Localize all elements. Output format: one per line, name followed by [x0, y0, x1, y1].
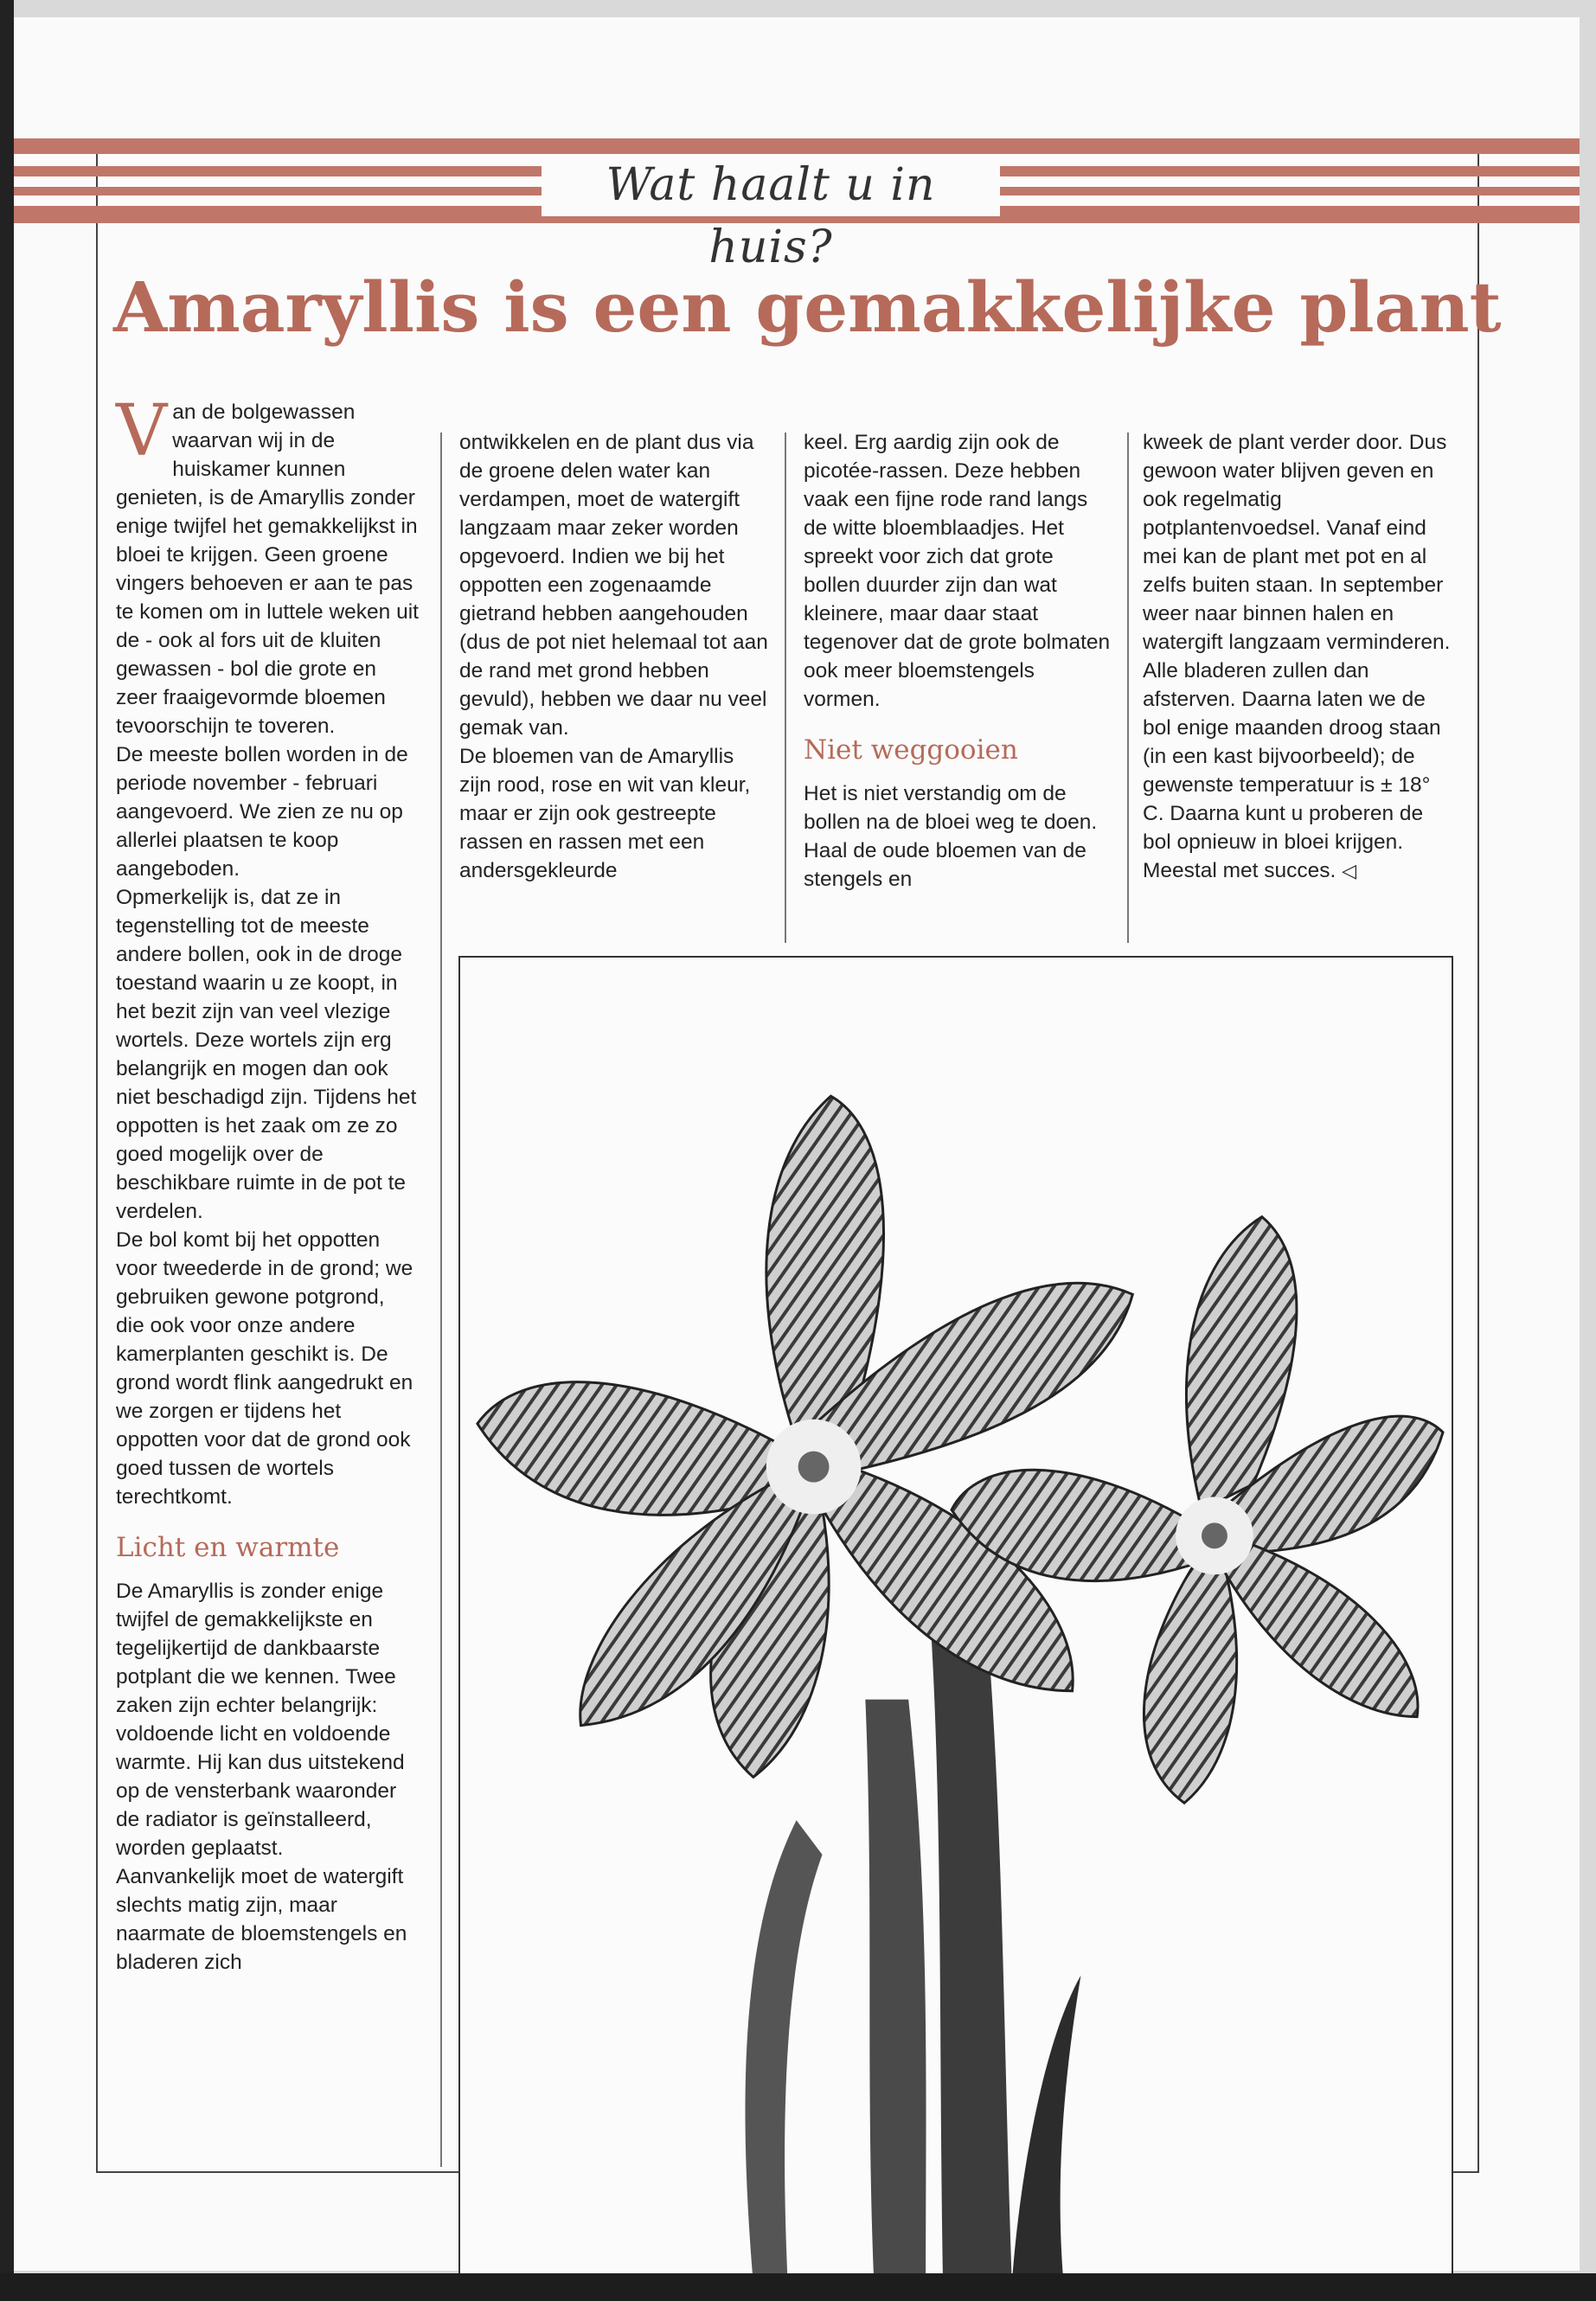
- paragraph: keel. Erg aardig zijn ook de picotée-rassen. Deze hebben vaak een fijne rode rand langs de witte bloemblaadjes. Het spreekt voor zich dat grote bollen duurder zijn dan wat kleinere, maar daar staat tegenover dat de grote bolmaten ook meer bloemstengels vormen.: [804, 431, 1111, 711]
- end-mark: ◁: [1342, 860, 1357, 881]
- intro-paragraph: [116, 390, 419, 740]
- column-rule: [1127, 433, 1129, 943]
- column-rule: [785, 433, 786, 943]
- amaryllis-photo: [458, 956, 1453, 2285]
- flower-stem: [865, 1700, 926, 2284]
- subheading-light-warmth: Licht en warmte: [116, 1532, 340, 1563]
- leaf: [745, 1820, 822, 2283]
- intro-text: an de bolgewassen waarvan wij in de huiskamer kunnen genieten, is de Amaryllis zonder enige twijfel het gemakkelijkst in bloei te krijgen. Geen groene vingers behoeven er aan te pas te komen om in luttele weken uit de - ook al fors uit de kluiten gewassen - bol die grote en zeer fraaigevormde bloemen tevoorschijn te toveren.: [116, 401, 419, 738]
- text-column-4: [1143, 428, 1454, 885]
- paragraph: Het is niet verstandig om de bollen na de bloei weg te doen. Haal de oude bloemen van de stengels en: [804, 782, 1098, 891]
- flower-stem: [930, 1613, 1012, 2283]
- text-column-3: [804, 428, 1111, 894]
- subheading-dont-throw-away: Niet weggooien: [804, 734, 1018, 766]
- paragraph: De bol komt bij het oppotten voor tweederde in de grond; we gebruiken gewone potgrond, die ook voor onze andere kamerplanten geschikt is. De grond wordt flink aangedrukt en we zorgen er tijdens het oppotten voor dat de grond ook goed tussen de wortels terechtkomt.: [116, 1228, 413, 1509]
- paragraph: Opmerkelijk is, dat ze in tegenstelling tot de meeste andere bollen, ook in de droge toestand waarin u ze koopt, in het bezit zijn van veel vlezige wortels. Deze wortels zijn erg belangrijk en mogen dan ook niet beschadigd zijn. Tijdens het oppotten is het zaak om ze zo goed mogelijk over de beschikbare ruimte in de pot te verdelen.: [116, 886, 417, 1223]
- magazine-page: [14, 17, 1580, 2271]
- scan-edge-left: [0, 0, 14, 2301]
- paragraph: De bloemen van de Amaryllis zijn rood, rose en wit van kleur, maar er zijn ook gestreepte rassen en rassen met een andersgekleurde: [459, 745, 751, 882]
- text-column-1: [116, 390, 419, 1977]
- paragraph: De Amaryllis is zonder enige twijfel de gemakkelijkste en tegelijkertijd de dankbaarste potplant die we kennen. Twee zaken zijn echter belangrijk: voldoende licht en voldoende warmte. Hij kan dus uitstekend op de vensterbank waaronder de radiator is geïnstalleerd, worden geplaatst.: [116, 1580, 405, 1860]
- paragraph: ontwikkelen en de plant dus via de groene delen water kan verdampen, moet de watergift langzaam maar zeker worden opgevoerd. Indien we bij het oppotten een zogenaamde gietrand hebben aangehouden (dus de pot niet helemaal tot aan de rand met grond hebben gevuld), hebben we daar nu veel gemak van.: [459, 431, 768, 740]
- left-flower: [478, 1096, 1132, 1777]
- paragraph: De meeste bollen worden in de periode november - februari aangevoerd. We zien ze nu op allerlei plaatsen te koop aangeboden.: [116, 743, 408, 881]
- paragraph: Aanvankelijk moet de watergift slechts matig zijn, maar naarmate de bloemstengels en bladeren zich: [116, 1865, 407, 1974]
- leaf: [1012, 1976, 1081, 2284]
- section-label: Wat haalt u in huis?: [542, 154, 1000, 216]
- amaryllis-illustration: [460, 958, 1452, 2284]
- text-column-2: [459, 428, 771, 885]
- article-title: Amaryllis is een gemakkelijke plant: [113, 266, 1502, 348]
- paragraph-text: kweek de plant verder door. Dus gewoon water blijven geven en ook regelmatig potplantenvoedsel. Vanaf eind mei kan de plant met pot en al zelfs buiten staan. In september weer naar binnen halen en watergift langzaam verminderen. Alle bladeren zullen dan afsterven. Daarna laten we de bol enige maanden droog staan (in een kast bijvoorbeeld); de gewenste temperatuur is ± 18° C. Daarna kunt u proberen de bol opnieuw in bloei krijgen. Meestal met succes.: [1143, 431, 1451, 882]
- paragraph: [1143, 428, 1454, 885]
- drop-cap: V: [116, 390, 168, 472]
- column-rule: [440, 433, 442, 2167]
- scan-edge-bottom: [0, 2273, 1596, 2301]
- header-stripe: [14, 138, 1580, 154]
